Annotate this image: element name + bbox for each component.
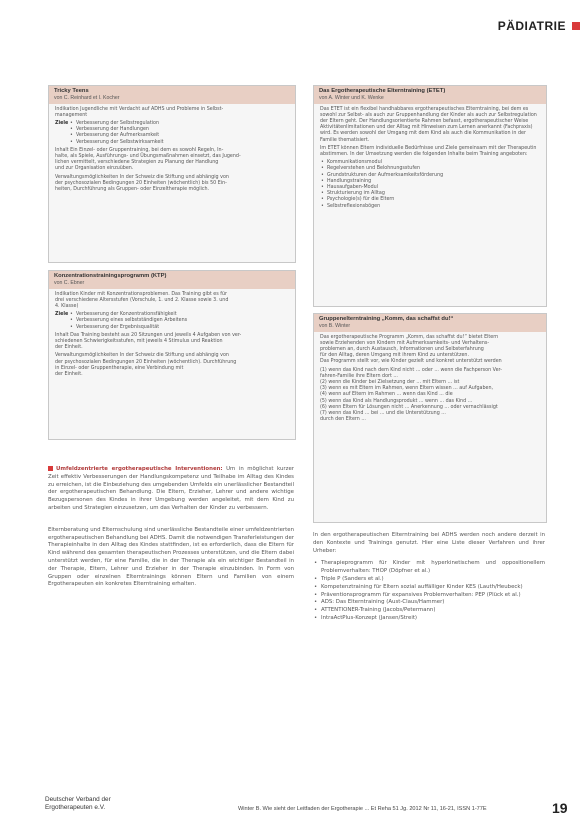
etet-list	[320, 160, 540, 210]
left-column-text	[48, 466, 294, 594]
box-header	[314, 314, 546, 332]
list-item: • ATTENTIONER-Training (Jacobs/Petermann)	[313, 607, 545, 615]
red-bullet-icon	[48, 466, 53, 471]
body-paragraph: In den ergotherapeutischen Elterntraining bei ADHS werden noch andere derzeit in den Kontexte und Trainings genutzt. Hier eine Liste dieser Verfahren und ihrer Urheber:	[313, 532, 545, 554]
right-column-text	[313, 532, 545, 623]
gruppen-box	[313, 313, 547, 523]
list-item: • ADS: Das Elterntraining (Aust-Claus/Hammer)	[313, 599, 545, 607]
list-item: • Hausaufgaben-Modul	[320, 185, 540, 191]
list-item: • Regelverstehen und Belohnungsstufen	[320, 166, 540, 172]
section-header	[470, 18, 580, 34]
etet-box	[313, 85, 547, 307]
ziele-block	[55, 121, 289, 146]
etet-paragraph: Im ETET können Eltern individuelle Bedürfnisse und Ziele gemeinsam mit der Therapeutin abstimmen. In der Umsetzung werden die folgenden Inhalte beim Training angeboten:	[320, 145, 537, 157]
list-item: • Selbstreflexionsbögen	[320, 204, 540, 210]
red-square-icon	[572, 22, 580, 30]
box-title: Tricky Teens	[54, 88, 89, 94]
section-heading: Umfeldzentrierte ergotherapeutische Interventionen:	[56, 466, 223, 472]
verwaltung-paragraph: Verwaltungsmöglichkeiten In der Schweiz die Stiftung und abhängig von der psychosozialen Bedingungen 20 Einheiten (wöchentlich). Durchführung in Einzel- oder Gruppentherapie, eine Verbindung mit der Einheit.	[55, 353, 237, 377]
list-item: • Therapieprogramm für Kinder mit hyperkinetischem und oppositionellem Problemverhalten: THOP (Döpfner et al.)	[313, 560, 545, 576]
list-item: • Strukturierung im Alltag	[320, 191, 540, 197]
list-item: • Psychologie(s) für die Eltern	[320, 197, 540, 203]
list-item: • Kompetenztraining für Eltern sozial auffälliger Kinder KES (Lauth/Heubeck)	[313, 584, 545, 592]
footer-org-line: Ergotherapeuten e.V.	[45, 804, 106, 811]
gruppen-paragraph: (1) wenn das Kind nach dem Kind nicht ... oder ... wenn die Fachperson Ver- fahren-Familie ihre Eltern dort ... (2) wenn die Kinder bei Zielsetzung der ... mit Eltern ... ist (3) wenn es mit Eltern im Rahmen, wenn Eltern wissen ... auf Aufgaben, (4) wenn auf Eltern im Rahmen ... wenn das Kind ... die (5) wenn das Kind als Handlungsprodukt ... wenn ... das Kind ... (6) wenn Eltern für Lösungen nicht ... Anerkennung ... oder vernachlässigt (7) wenn das Kind ... bei ... und die Unterstützung ... durch den Eltern ...	[320, 367, 502, 423]
page-number: 19	[552, 800, 568, 816]
gruppen-paragraph: Das ergotherapeutische Programm „Komm, das schaffst du!“ bietet Eltern sowie Erziehenden von Kindern mit Aufmerksamkeits- und Verhaltens- problemen an, durch Austausch, Informationen und Selbsterfahrung für den Alltag, deren Umgang mit ihrem Kind zu unterstützen. Das Programm stellt vor, wie Kinder gezielt und konkret unterstützt werden	[320, 334, 502, 365]
list-item: • Verbesserung eines selbstständigen Arbeitens	[69, 318, 187, 324]
box-author: von A. Winter und K. Wenke	[319, 95, 384, 101]
indikation-line: Indikation Jugendliche mit Verdacht auf ADHS und Probleme in Selbst- management	[55, 106, 224, 118]
list-item: • IntraActPlus-Konzept (Jansen/Streit)	[313, 615, 545, 623]
list-item: • Verbesserung der Ergebnisqualität	[69, 325, 187, 331]
box-header	[49, 271, 295, 289]
inhalt-paragraph: Inhalt Das Training besteht aus 20 Sitzungen und jeweils 4 Aufgaben von ver- schiedenen Schwierigkeitsstufen, mit jeweils 4 Stimulus und Reaktion der Einheit.	[55, 332, 242, 351]
inhalt-paragraph: Inhalt Ein Einzel- oder Gruppentraining, bei dem es sowohl Regeln, In- halte, als Spiele, Ausführungs- und Übungsmaßnahmen einsetzt, das Jugend- lichen vermittelt, verschiedene Strategien zu Planung der Handlung und zur Organisation einzuüben.	[55, 147, 241, 172]
list-item: • Verbesserung der Handlungen	[69, 127, 164, 133]
list-item: • Verbesserung der Konzentrationsfähigkeit	[69, 312, 187, 318]
list-item: • Triple P (Sanders et al.)	[313, 576, 545, 584]
method-list	[313, 560, 545, 622]
list-item: • Verbesserung der Selbstwirksamkeit	[69, 140, 164, 146]
box-body	[49, 289, 295, 385]
ktp-box	[48, 270, 296, 440]
ziele-list	[69, 312, 187, 331]
etet-paragraph: Das ETET ist ein flexibel handhabbares ergotherapeutisches Elterntraining, bei dem es sowohl zur Selbst- als auch zur Gruppenhandlung der Kinder als auch zur Selbstregulation der Eltern geht. Der Handlungsorientierte Rahmen befasst, ergotherapeutischer Weise Aktivitätenlimitationen und der Alltag mit Hinweisen zum Lernen anerkannt (Fachpraxis) wird. Es werden sowohl der Umgang mit dem Kind als auch die Kommunikation in der Familie thematisiert.	[320, 106, 537, 143]
list-item: • Präventionsprogramm für expansives Problemverhalten: PEP (Plück et al.)	[313, 592, 545, 600]
footer-reference: Winter B. Wie sieht der Leitfaden der Ergotherapie ... Et Reha 51 Jg. 2012 Nr 11, 16-21, ISSN 1-77E	[238, 806, 487, 812]
box-title: Konzentrationstrainingsprogramm (KTP)	[54, 273, 167, 279]
box-header	[49, 86, 295, 104]
box-body	[314, 104, 546, 214]
list-item: • Verbesserung der Selbstregulation	[69, 121, 164, 127]
box-author: von C. Reinhard et I. Kocher	[54, 95, 120, 101]
box-title: Gruppenelterntraining „Komm, das schaffst du!“	[319, 316, 454, 322]
footer-org	[45, 796, 111, 812]
box-header	[314, 86, 546, 104]
list-item: • Handlungstraining	[320, 179, 540, 185]
ziele-label: Ziele	[55, 312, 69, 318]
list-item: • Kommunikationsmodul	[320, 160, 540, 166]
box-body	[314, 332, 546, 430]
box-body	[49, 104, 295, 200]
box-author: von B. Winter	[319, 323, 351, 329]
body-paragraph: Elternberatung und Elternschulung sind unerlässliche Bestandteile einer umfeldzentrierten ergotherapeutischen Behandlung bei ADHS. Damit die notwendigen Transferleistungen der Therapieinhalte in den Alltag des Kindes stattfinden, ist es erforderlich, dass die Eltern für Kind während des gesamten therapeutischen Prozesses unterstützen, und die Eltern dabei unterstützt werden, für eine Familie, die in der Therapie als ein wichtiger Bestandteil in der Therapie, Eltern, Lehrer und Erzieher in der Therapie einzubinden. In Form von Gruppen oder einzelnen Elterntrainings können Eltern und Familien von einem Ergotherapeuten ein konkretes Elterntraining erhalten.	[48, 526, 294, 588]
ziele-list	[69, 121, 164, 146]
ziele-block	[55, 312, 289, 331]
section-title: PÄDIATRIE	[497, 19, 566, 33]
verwaltung-paragraph: Verwaltungsmöglichkeiten In der Schweiz die Stiftung und abhängig von der psychosozialen Bedingungen 20 Einheiten (wöchentlich) bis 50 Ein- heiten, Durchführung als Gruppen- oder Einzeltherapie möglich.	[55, 174, 229, 192]
indikation-line: Indikation Kinder mit Konzentrationsproblemen. Das Training gibt es für drei verschiedene Altersstufen (Vorschule, 1. und 2. Klasse sowie 3. und 4. Klasse)	[55, 291, 229, 309]
list-item: • Grundstrukturen der Aufmerksamkeitsförderung	[320, 173, 540, 179]
footer-org-line: Deutscher Verband der	[45, 796, 111, 803]
list-item: • Verbesserung der Aufmerksamkeit	[69, 133, 164, 139]
body-paragraph: Umfeldzentrierte ergotherapeutische Interventionen: Um in möglichst kurzer Zeit effektiv Verbesserungen der Handlungskompetenz und Teilhabe im Alltag des Kindes zu erreichen, ist die Einbeziehung des umgebenden Umfelds ein unerlässlicher Bestandteil der ergotherapeutischen Behandlung. Die Eltern, Erzieher, Lehrer und andere wichtige Bezugspersonen des Kindes in ihrer Umgebung werden angeleitet, mit dem Kind zu arbeiten und Strategien einzusetzen, um das Verhalten der Kinder zu verbessern.	[48, 466, 294, 511]
box-title: Das Ergotherapeutische Elterntraining (ETET)	[319, 88, 446, 94]
tricky-teens-box	[48, 85, 296, 263]
box-author: von C. Ebner	[54, 280, 85, 286]
ziele-label: Ziele	[55, 120, 69, 126]
